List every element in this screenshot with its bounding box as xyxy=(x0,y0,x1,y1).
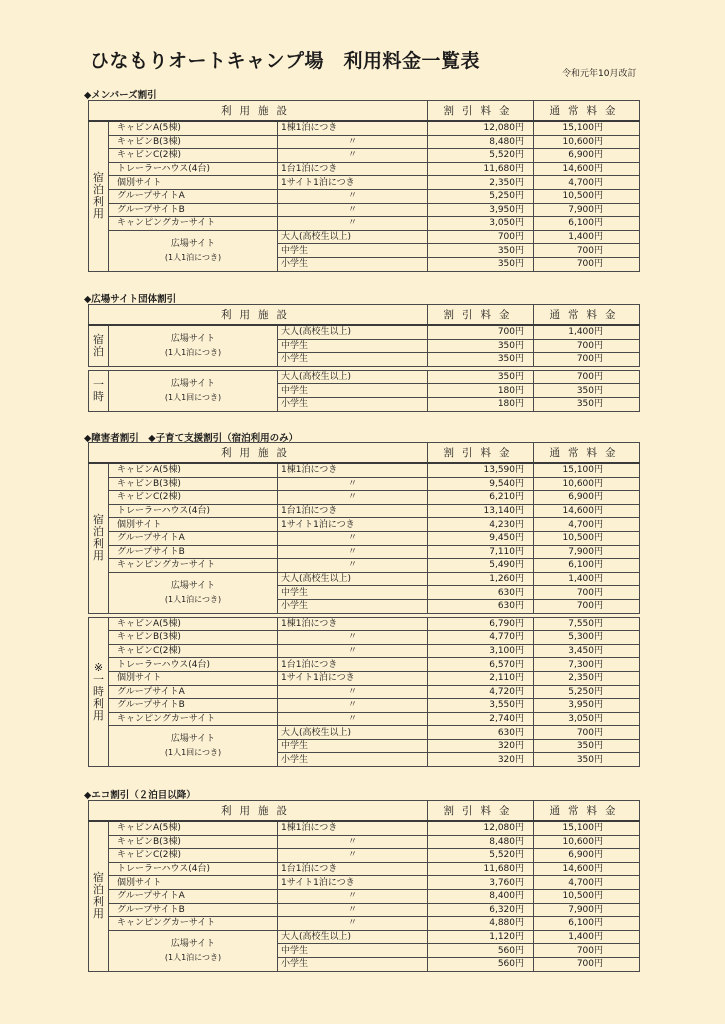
table-row xyxy=(89,821,640,835)
facility-name: 個別サイト xyxy=(109,176,278,190)
unit-cell: 中学生 xyxy=(278,384,428,398)
unit-cell: 1棟1泊につき xyxy=(278,821,428,835)
table-row xyxy=(89,518,640,532)
discount-price: 560円 xyxy=(428,944,534,958)
discount-price: 6,320円 xyxy=(428,903,534,917)
normal-price: 7,550円 xyxy=(534,617,640,631)
facility-name: キャビンC(2棟) xyxy=(109,849,278,863)
header-facility: 利用施設 xyxy=(89,801,428,822)
discount-price: 5,520円 xyxy=(428,149,534,163)
normal-price: 7,900円 xyxy=(534,203,640,217)
unit-cell: 小学生 xyxy=(278,353,428,367)
header-facility: 利用施設 xyxy=(89,443,428,464)
header-row xyxy=(89,801,640,822)
plaza-site-label xyxy=(109,370,278,411)
header-discount: 割引料金 xyxy=(428,801,534,822)
facility-name: トレーラーハウス(4台) xyxy=(109,658,278,672)
plaza-name: 広場サイト xyxy=(170,333,216,344)
unit-cell: 大人(高校生以上) xyxy=(278,726,428,740)
plaza-name: 広場サイト xyxy=(170,734,216,745)
section-label-eco: ◆エコ割引（２泊目以降） xyxy=(84,790,196,801)
header-discount: 割引料金 xyxy=(428,443,534,464)
table-row xyxy=(89,903,640,917)
discount-price: 180円 xyxy=(428,384,534,398)
facility-name: トレーラーハウス(4台) xyxy=(109,504,278,518)
unit-cell: 〃 xyxy=(278,531,428,545)
table-row xyxy=(89,477,640,491)
discount-price: 3,050円 xyxy=(428,217,534,231)
discount-price: 8,480円 xyxy=(428,135,534,149)
unit-cell: 〃 xyxy=(278,849,428,863)
plaza-site-label xyxy=(109,930,278,971)
plaza-name: 広場サイト xyxy=(170,378,216,389)
discount-price: 1,120円 xyxy=(428,930,534,944)
normal-price: 350円 xyxy=(534,739,640,753)
unit-cell: 〃 xyxy=(278,903,428,917)
normal-price: 3,050円 xyxy=(534,712,640,726)
normal-price: 700円 xyxy=(534,244,640,258)
normal-price: 700円 xyxy=(534,339,640,353)
facility-name: グループサイトA xyxy=(109,189,278,203)
discount-price: 350円 xyxy=(428,257,534,271)
table-row xyxy=(89,862,640,876)
normal-price: 6,100円 xyxy=(534,559,640,573)
discount-price: 3,950円 xyxy=(428,203,534,217)
plaza-basis: (1人1泊につき) xyxy=(164,952,222,962)
normal-price: 700円 xyxy=(534,257,640,271)
discount-price: 630円 xyxy=(428,599,534,613)
normal-price: 700円 xyxy=(534,586,640,600)
facility-name: キャビンC(2棟) xyxy=(109,644,278,658)
unit-cell: 小学生 xyxy=(278,257,428,271)
plaza-basis: (1人1回につき) xyxy=(164,748,222,758)
facility-name: グループサイトB xyxy=(109,203,278,217)
normal-price: 7,900円 xyxy=(534,903,640,917)
discount-price: 1,260円 xyxy=(428,572,534,586)
table-row xyxy=(89,849,640,863)
normal-price: 5,250円 xyxy=(534,685,640,699)
table-row xyxy=(89,699,640,713)
unit-cell: 〃 xyxy=(278,203,428,217)
unit-cell: 1サイト1泊につき xyxy=(278,876,428,890)
unit-cell: 〃 xyxy=(278,699,428,713)
facility-name: キャンピングカーサイト xyxy=(109,917,278,931)
normal-price: 6,900円 xyxy=(534,491,640,505)
discount-price: 13,590円 xyxy=(428,463,534,477)
header-facility: 利用施設 xyxy=(89,305,428,326)
side-label: 宿泊利用 xyxy=(89,121,109,271)
facility-name: グループサイトA xyxy=(109,685,278,699)
table-row xyxy=(89,726,640,740)
normal-price: 700円 xyxy=(534,957,640,971)
normal-price: 14,600円 xyxy=(534,862,640,876)
unit-cell: 1サイト1泊につき xyxy=(278,176,428,190)
plaza-name: 広場サイト xyxy=(170,580,216,591)
discount-price: 12,080円 xyxy=(428,121,534,135)
facility-name: キャビンB(3棟) xyxy=(109,477,278,491)
facility-name: トレーラーハウス(4台) xyxy=(109,162,278,176)
normal-price: 15,100円 xyxy=(534,821,640,835)
plaza-basis: (1人1泊につき) xyxy=(164,252,222,262)
discount-price: 350円 xyxy=(428,353,534,367)
side-label: 宿泊利用 xyxy=(89,463,109,613)
discount-price: 6,570円 xyxy=(428,658,534,672)
discount-price: 5,490円 xyxy=(428,559,534,573)
header-row xyxy=(89,443,640,464)
normal-price: 4,700円 xyxy=(534,518,640,532)
unit-cell: 〃 xyxy=(278,631,428,645)
unit-cell: 中学生 xyxy=(278,244,428,258)
facility-name: グループサイトB xyxy=(109,699,278,713)
unit-cell: 中学生 xyxy=(278,944,428,958)
facility-name: キャビンA(5棟) xyxy=(109,617,278,631)
table-row xyxy=(89,531,640,545)
facility-name: キャンピングカーサイト xyxy=(109,712,278,726)
facility-name: キャンピングカーサイト xyxy=(109,559,278,573)
discount-price: 7,110円 xyxy=(428,545,534,559)
side-label: ※一時利用 xyxy=(89,617,109,767)
discount-price: 6,210円 xyxy=(428,491,534,505)
facility-name: キャビンB(3棟) xyxy=(109,835,278,849)
normal-price: 700円 xyxy=(534,599,640,613)
discount-price: 4,770円 xyxy=(428,631,534,645)
discount-price: 630円 xyxy=(428,726,534,740)
normal-price: 15,100円 xyxy=(534,463,640,477)
facility-name: キャビンC(2棟) xyxy=(109,149,278,163)
facility-name: トレーラーハウス(4台) xyxy=(109,862,278,876)
table-row xyxy=(89,617,640,631)
facility-name: グループサイトB xyxy=(109,545,278,559)
discount-price: 9,540円 xyxy=(428,477,534,491)
table-row xyxy=(89,176,640,190)
discount-price: 4,230円 xyxy=(428,518,534,532)
fee-table-members xyxy=(88,100,640,272)
unit-cell: 中学生 xyxy=(278,739,428,753)
table-row xyxy=(89,930,640,944)
unit-cell: 1台1泊につき xyxy=(278,658,428,672)
discount-price: 2,740円 xyxy=(428,712,534,726)
discount-price: 5,520円 xyxy=(428,849,534,863)
unit-cell: 小学生 xyxy=(278,397,428,411)
unit-cell: 〃 xyxy=(278,545,428,559)
discount-price: 700円 xyxy=(428,230,534,244)
discount-price: 13,140円 xyxy=(428,504,534,518)
unit-cell: 〃 xyxy=(278,712,428,726)
discount-price: 12,080円 xyxy=(428,821,534,835)
fee-table-disability xyxy=(88,442,640,767)
normal-price: 2,350円 xyxy=(534,671,640,685)
table-row xyxy=(89,671,640,685)
unit-cell: 大人(高校生以上) xyxy=(278,370,428,384)
unit-cell: 〃 xyxy=(278,135,428,149)
discount-price: 700円 xyxy=(428,325,534,339)
facility-name: グループサイトA xyxy=(109,889,278,903)
facility-name: キャビンC(2棟) xyxy=(109,491,278,505)
discount-price: 180円 xyxy=(428,397,534,411)
facility-name: キャビンA(5棟) xyxy=(109,821,278,835)
table-row xyxy=(89,889,640,903)
table-row xyxy=(89,325,640,339)
facility-name: 個別サイト xyxy=(109,518,278,532)
header-normal: 通常料金 xyxy=(534,801,640,822)
plaza-basis: (1人1回につき) xyxy=(164,392,222,402)
revision-note: 令和元年10月改訂 xyxy=(562,69,637,79)
header-normal: 通常料金 xyxy=(534,101,640,122)
normal-price: 1,400円 xyxy=(534,572,640,586)
unit-cell: 大人(高校生以上) xyxy=(278,230,428,244)
plaza-site-label xyxy=(109,325,278,366)
facility-name: グループサイトA xyxy=(109,531,278,545)
unit-cell: 中学生 xyxy=(278,339,428,353)
unit-cell: 小学生 xyxy=(278,957,428,971)
normal-price: 1,400円 xyxy=(534,930,640,944)
facility-name: キャビンA(5棟) xyxy=(109,121,278,135)
unit-cell: 〃 xyxy=(278,835,428,849)
normal-price: 14,600円 xyxy=(534,162,640,176)
table-row xyxy=(89,504,640,518)
unit-cell: 1棟1泊につき xyxy=(278,463,428,477)
table-row xyxy=(89,917,640,931)
normal-price: 10,500円 xyxy=(534,889,640,903)
discount-price: 320円 xyxy=(428,739,534,753)
normal-price: 5,300円 xyxy=(534,631,640,645)
unit-cell: 〃 xyxy=(278,559,428,573)
discount-price: 5,250円 xyxy=(428,189,534,203)
normal-price: 10,600円 xyxy=(534,477,640,491)
normal-price: 6,900円 xyxy=(534,849,640,863)
table-row xyxy=(89,121,640,135)
unit-cell: 大人(高校生以上) xyxy=(278,930,428,944)
discount-price: 2,350円 xyxy=(428,176,534,190)
normal-price: 7,300円 xyxy=(534,658,640,672)
plaza-site-label xyxy=(109,726,278,767)
normal-price: 10,500円 xyxy=(534,531,640,545)
unit-cell: 小学生 xyxy=(278,753,428,767)
normal-price: 1,400円 xyxy=(534,230,640,244)
table-row xyxy=(89,149,640,163)
discount-price: 3,760円 xyxy=(428,876,534,890)
header-row xyxy=(89,101,640,122)
normal-price: 700円 xyxy=(534,944,640,958)
discount-price: 9,450円 xyxy=(428,531,534,545)
facility-name: キャビンB(3棟) xyxy=(109,631,278,645)
unit-cell: 〃 xyxy=(278,217,428,231)
discount-price: 2,110円 xyxy=(428,671,534,685)
discount-price: 4,720円 xyxy=(428,685,534,699)
discount-price: 8,400円 xyxy=(428,889,534,903)
plaza-basis: (1人1泊につき) xyxy=(164,594,222,604)
normal-price: 6,900円 xyxy=(534,149,640,163)
discount-price: 3,550円 xyxy=(428,699,534,713)
table-row xyxy=(89,370,640,384)
table-row xyxy=(89,463,640,477)
normal-price: 350円 xyxy=(534,753,640,767)
table-row xyxy=(89,230,640,244)
header-facility: 利用施設 xyxy=(89,101,428,122)
side-label: 宿泊 xyxy=(89,325,109,366)
normal-price: 350円 xyxy=(534,397,640,411)
normal-price: 700円 xyxy=(534,353,640,367)
discount-price: 11,680円 xyxy=(428,162,534,176)
fee-table-group xyxy=(88,304,640,412)
plaza-basis: (1人1泊につき) xyxy=(164,347,222,357)
discount-price: 320円 xyxy=(428,753,534,767)
plaza-name: 広場サイト xyxy=(170,238,216,249)
normal-price: 3,450円 xyxy=(534,644,640,658)
unit-cell: 〃 xyxy=(278,491,428,505)
normal-price: 6,100円 xyxy=(534,217,640,231)
normal-price: 3,950円 xyxy=(534,699,640,713)
discount-price: 350円 xyxy=(428,244,534,258)
header-normal: 通常料金 xyxy=(534,305,640,326)
unit-cell: 1台1泊につき xyxy=(278,862,428,876)
facility-name: 個別サイト xyxy=(109,671,278,685)
discount-price: 6,790円 xyxy=(428,617,534,631)
unit-cell: 1棟1泊につき xyxy=(278,121,428,135)
discount-price: 8,480円 xyxy=(428,835,534,849)
unit-cell: 〃 xyxy=(278,149,428,163)
normal-price: 7,900円 xyxy=(534,545,640,559)
normal-price: 4,700円 xyxy=(534,176,640,190)
page-title: ひなもりオートキャンプ場 利用料金一覧表 xyxy=(90,50,481,72)
discount-price: 630円 xyxy=(428,586,534,600)
facility-name: キャビンA(5棟) xyxy=(109,463,278,477)
unit-cell: 〃 xyxy=(278,889,428,903)
unit-cell: 〃 xyxy=(278,685,428,699)
normal-price: 1,400円 xyxy=(534,325,640,339)
plaza-site-label xyxy=(109,572,278,613)
facility-name: グループサイトB xyxy=(109,903,278,917)
unit-cell: 中学生 xyxy=(278,586,428,600)
normal-price: 4,700円 xyxy=(534,876,640,890)
table-row xyxy=(89,203,640,217)
unit-cell: 1台1泊につき xyxy=(278,162,428,176)
table-row xyxy=(89,135,640,149)
side-label: 一時 xyxy=(89,370,109,411)
unit-cell: 1棟1泊につき xyxy=(278,617,428,631)
unit-cell: 〃 xyxy=(278,189,428,203)
unit-cell: 〃 xyxy=(278,644,428,658)
table-row xyxy=(89,644,640,658)
normal-price: 700円 xyxy=(534,370,640,384)
discount-price: 4,880円 xyxy=(428,917,534,931)
table-row xyxy=(89,217,640,231)
discount-price: 350円 xyxy=(428,339,534,353)
section-label-group: ◆広場サイト団体割引 xyxy=(84,294,177,305)
unit-cell: 大人(高校生以上) xyxy=(278,325,428,339)
side-label: 宿泊利用 xyxy=(89,821,109,971)
table-row xyxy=(89,162,640,176)
table-row xyxy=(89,559,640,573)
discount-price: 11,680円 xyxy=(428,862,534,876)
normal-price: 6,100円 xyxy=(534,917,640,931)
unit-cell: 1サイト1泊につき xyxy=(278,518,428,532)
section-label-members: ◆メンバーズ割引 xyxy=(84,90,157,101)
header-row xyxy=(89,305,640,326)
unit-cell: 小学生 xyxy=(278,599,428,613)
normal-price: 700円 xyxy=(534,726,640,740)
normal-price: 15,100円 xyxy=(534,121,640,135)
normal-price: 10,600円 xyxy=(534,135,640,149)
table-row xyxy=(89,835,640,849)
normal-price: 10,500円 xyxy=(534,189,640,203)
table-row xyxy=(89,491,640,505)
unit-cell: 〃 xyxy=(278,917,428,931)
table-row xyxy=(89,189,640,203)
normal-price: 350円 xyxy=(534,384,640,398)
unit-cell: 1台1泊につき xyxy=(278,504,428,518)
unit-cell: 1サイト1泊につき xyxy=(278,671,428,685)
table-row xyxy=(89,631,640,645)
table-row xyxy=(89,545,640,559)
section-label-disability: ◆障害者割引 ◆子育て支援割引（宿泊利用のみ） xyxy=(84,433,299,444)
table-row xyxy=(89,712,640,726)
unit-cell: 〃 xyxy=(278,477,428,491)
discount-price: 350円 xyxy=(428,370,534,384)
header-discount: 割引料金 xyxy=(428,101,534,122)
plaza-name: 広場サイト xyxy=(170,938,216,949)
table-row xyxy=(89,658,640,672)
facility-name: キャビンB(3棟) xyxy=(109,135,278,149)
table-row xyxy=(89,572,640,586)
normal-price: 14,600円 xyxy=(534,504,640,518)
header-normal: 通常料金 xyxy=(534,443,640,464)
plaza-site-label xyxy=(109,230,278,271)
facility-name: キャンピングカーサイト xyxy=(109,217,278,231)
header-discount: 割引料金 xyxy=(428,305,534,326)
fee-table-eco xyxy=(88,800,640,972)
table-row xyxy=(89,876,640,890)
facility-name: 個別サイト xyxy=(109,876,278,890)
discount-price: 3,100円 xyxy=(428,644,534,658)
table-row xyxy=(89,685,640,699)
normal-price: 10,600円 xyxy=(534,835,640,849)
discount-price: 560円 xyxy=(428,957,534,971)
unit-cell: 大人(高校生以上) xyxy=(278,572,428,586)
